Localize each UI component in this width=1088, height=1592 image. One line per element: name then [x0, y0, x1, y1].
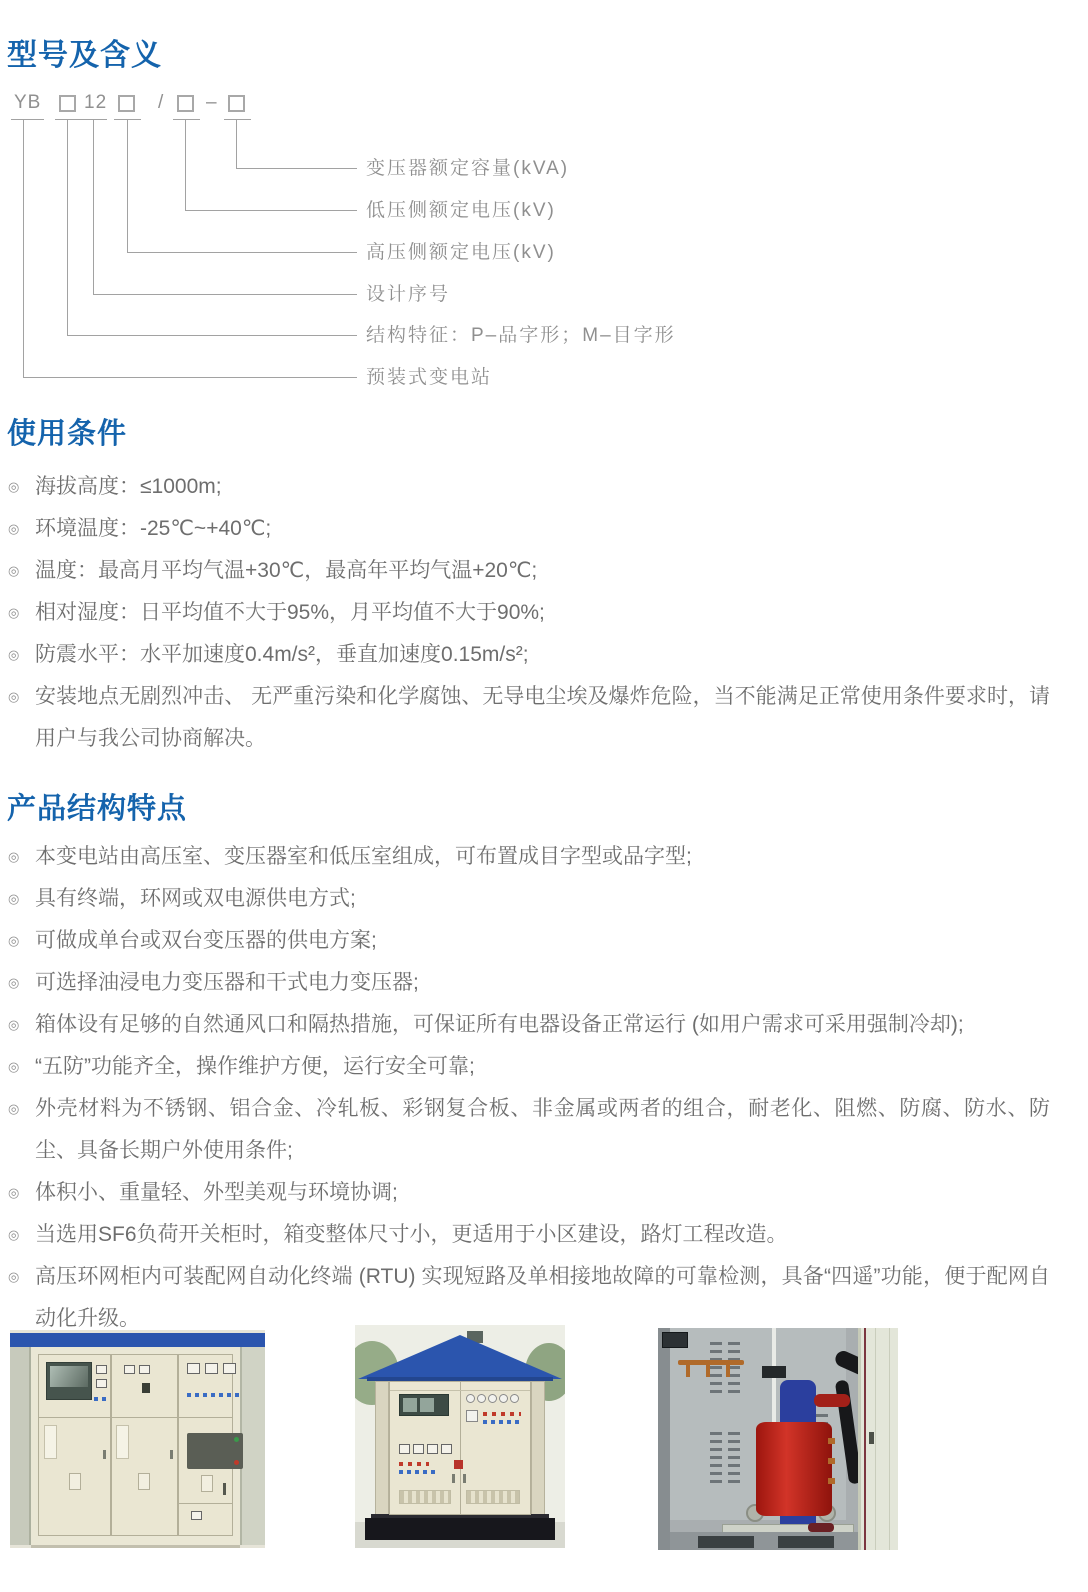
list-item-text: 具有终端，环网或双电源供电方式;: [35, 887, 356, 910]
cable-coil: [808, 1523, 834, 1532]
connector-line: [55, 119, 82, 120]
transformer-body: [756, 1422, 832, 1516]
meter-dial: [96, 1365, 107, 1374]
model-design-number: 12: [84, 92, 108, 113]
list-item-text: 当选用SF6负荷开关柜时，箱变整体尺寸小，更适用于小区建设，路灯工程改造。: [35, 1223, 788, 1246]
meter-dial: [399, 1444, 410, 1454]
panel-divider: [39, 1417, 110, 1418]
section-title-usage: 使用条件: [7, 418, 128, 450]
meter-box: [662, 1332, 688, 1348]
door-label: [69, 1473, 81, 1490]
model-placeholder-box: [59, 95, 76, 112]
meter-dial: [466, 1394, 475, 1403]
door-split-line: [460, 1382, 461, 1514]
bullet-icon: ◎: [8, 1017, 20, 1032]
list-item: [8, 1004, 1050, 1046]
door-stiffener: [889, 1328, 890, 1550]
bullet-icon: ◎: [8, 1227, 20, 1242]
list-item-text: 防震水平：水平加速度0.4m/s²，垂直加速度0.15m/s²;: [35, 643, 529, 666]
vent-grille: [728, 1432, 740, 1488]
vent-grille: [399, 1490, 451, 1504]
list-item-text: 高压环网柜内可装配网自动化终端 (RTU) 实现短路及单相接地故障的可靠检测，具备“四遥”功能，便于配网自动化升级。: [35, 1265, 1050, 1330]
list-item-text: 环境温度：-25℃~+40℃;: [35, 517, 272, 540]
panel-divider: [112, 1417, 177, 1418]
meter-dial: [477, 1394, 486, 1403]
meter-dial: [124, 1365, 135, 1374]
list-item: [8, 466, 1050, 508]
meter-row: [466, 1394, 519, 1403]
section-title-model: 型号及含义: [7, 39, 162, 72]
cabinet-panel: [178, 1354, 233, 1536]
list-item-text: 相对湿度：日平均值不大于95%，月平均值不大于90%;: [35, 601, 545, 624]
bullet-icon: ◎: [8, 975, 20, 990]
list-item-text: 可选择油浸电力变压器和干式电力变压器;: [35, 971, 419, 994]
meter-dial: [413, 1444, 424, 1454]
cabinet-body: [389, 1381, 531, 1515]
photo-switchgear-room: [10, 1330, 265, 1548]
bullet-icon: ◎: [8, 1101, 20, 1116]
door-label: [201, 1475, 213, 1492]
wall-panel: [240, 1347, 265, 1545]
roof-fascia: [10, 1333, 265, 1348]
meter-dial: [187, 1363, 200, 1374]
cable-trench: [778, 1536, 834, 1548]
cabinet-panel: [111, 1354, 178, 1536]
control-panel: [187, 1433, 243, 1469]
cabinet-window: [46, 1362, 92, 1400]
list-item-text: “五防”功能齐全，操作维护方便，运行安全可靠;: [35, 1055, 475, 1078]
door-notice: [116, 1425, 129, 1459]
connector-line: [93, 119, 94, 295]
indicator-row: [94, 1397, 108, 1401]
connector-line: [127, 252, 357, 253]
open-door: [858, 1328, 898, 1550]
room-interior: [31, 1347, 240, 1545]
vent-grille: [466, 1490, 520, 1504]
connector-line: [67, 119, 68, 336]
list-item: [8, 1046, 1050, 1088]
bullet-icon: ◎: [8, 521, 20, 536]
door-label: [138, 1473, 150, 1490]
diagram-label-product: 预装式变电站: [366, 367, 493, 388]
bullet-icon: ◎: [8, 563, 20, 578]
diagram-label-capacity: 变压器额定容量(kVA): [366, 158, 570, 179]
list-item: [8, 878, 1050, 920]
list-item-text: 温度：最高月平均气温+30℃，最高年平均气温+20℃;: [35, 559, 538, 582]
bullet-icon: ◎: [8, 933, 20, 948]
cabinet-side-wall: [658, 1328, 670, 1550]
indicator-row: [399, 1462, 429, 1466]
usage-conditions-list: [8, 466, 1050, 760]
indicator-row: [483, 1420, 521, 1424]
section-title-features: 产品结构特点: [7, 793, 188, 825]
bullet-icon: ◎: [8, 479, 20, 494]
door-handle: [869, 1432, 874, 1444]
connector-line: [23, 377, 357, 378]
wall-panel: [10, 1347, 31, 1545]
cabinet-panel: [38, 1354, 111, 1536]
bullet-icon: ◎: [8, 1059, 20, 1074]
list-item: [8, 920, 1050, 962]
door-seal: [864, 1328, 866, 1550]
features-list: [8, 836, 1050, 1340]
model-placeholder-box: [228, 95, 245, 112]
panel-divider: [390, 1390, 530, 1391]
window-glass: [50, 1366, 88, 1387]
connector-line: [173, 119, 200, 120]
connector-line: [23, 119, 24, 378]
door-handle: [452, 1474, 455, 1483]
vent-grille: [710, 1432, 722, 1488]
cable-trench: [698, 1536, 754, 1548]
model-placeholder-box: [118, 95, 135, 112]
cabinet-window: [399, 1394, 449, 1416]
list-item: [8, 962, 1050, 1004]
list-item: [8, 550, 1050, 592]
tap-terminal: [828, 1438, 835, 1444]
window-glass: [420, 1398, 434, 1412]
door-handle: [223, 1483, 226, 1495]
door-stiffener: [875, 1328, 876, 1550]
list-item-text: 本变电站由高压室、变压器室和低压室组成，可布置成目字型或品字型;: [35, 845, 692, 868]
model-prefix: YB: [14, 92, 42, 113]
plinth-base: [365, 1518, 555, 1540]
bullet-icon: ◎: [8, 605, 20, 620]
list-item: [8, 836, 1050, 878]
diagram-label-hv-voltage: 高压侧额定电压(kV): [366, 242, 556, 263]
indicator-row: [399, 1470, 439, 1474]
side-wall: [375, 1381, 389, 1515]
indicator-row: [187, 1393, 239, 1397]
status-led: [234, 1460, 239, 1465]
switch-knob: [142, 1383, 150, 1393]
diagram-label-design-no: 设计序号: [366, 284, 451, 305]
list-item-text: 海拔高度：≤1000m;: [35, 475, 222, 498]
hv-bushing: [814, 1394, 850, 1407]
meter-dial: [191, 1511, 202, 1520]
list-item: [8, 1214, 1050, 1256]
list-item-text: 体积小、重量轻、外型美观与环境协调;: [35, 1181, 398, 1204]
connector-line: [236, 168, 357, 169]
list-item: [8, 592, 1050, 634]
bullet-icon: ◎: [8, 1185, 20, 1200]
transformer-top-coil: [780, 1380, 816, 1426]
connector-line: [236, 119, 237, 169]
meter-dial: [223, 1363, 236, 1374]
model-code-diagram: [0, 92, 740, 392]
status-led: [234, 1437, 239, 1442]
bullet-icon: ◎: [8, 849, 20, 864]
tap-terminal: [828, 1458, 835, 1464]
connector-line: [224, 119, 251, 120]
indicator-row: [483, 1412, 521, 1416]
list-item: [8, 676, 1050, 760]
connector-line: [93, 294, 357, 295]
meter-dial: [488, 1394, 497, 1403]
bullet-icon: ◎: [8, 891, 20, 906]
meter-dial: [510, 1394, 519, 1403]
vent-grille: [710, 1342, 722, 1398]
door-handle: [170, 1450, 173, 1459]
floor-line: [31, 1545, 240, 1548]
model-slash: /: [158, 92, 165, 113]
bullet-icon: ◎: [8, 1269, 20, 1284]
connector-line: [185, 119, 186, 211]
list-item: [8, 1088, 1050, 1172]
panel-divider: [179, 1503, 232, 1504]
connector-line: [127, 119, 128, 253]
list-item-text: 箱体设有足够的自然通风口和隔热措施，可保证所有电器设备正常运行 (如用户需求可采用强制冷却);: [35, 1013, 964, 1036]
meter-dial: [441, 1444, 452, 1454]
side-wall: [531, 1381, 545, 1515]
diagram-label-structure: 结构特征：P–品字形；M–目字形: [366, 325, 676, 346]
list-item-text: 外壳材料为不锈钢、铝合金、冷轧板、彩钢复合板、非金属或两者的组合，耐老化、阻燃、防腐、防水、防尘、具备长期户外使用条件;: [35, 1097, 1050, 1162]
meter-dial: [139, 1365, 150, 1374]
copper-busbar: [726, 1365, 730, 1377]
list-item-text: 可做成单台或双台变压器的供电方案;: [35, 929, 377, 952]
connector-line: [67, 335, 357, 336]
meter-row: [399, 1444, 452, 1454]
door-notice: [44, 1425, 57, 1459]
connector-line: [185, 210, 357, 211]
meter-dial: [499, 1394, 508, 1403]
window-glass: [403, 1398, 417, 1412]
photo-transformer-compartment: [658, 1328, 898, 1550]
meter-dial: [427, 1444, 438, 1454]
list-item: [8, 1172, 1050, 1214]
bullet-icon: ◎: [8, 647, 20, 662]
model-dash: –: [206, 92, 218, 113]
model-placeholder-box: [177, 95, 194, 112]
meter-dial: [466, 1410, 478, 1422]
meter-dial: [96, 1379, 107, 1388]
list-item: [8, 634, 1050, 676]
panel-divider: [179, 1417, 232, 1418]
list-item-text: 安装地点无剧烈冲击、 无严重污染和化学腐蚀、无导电尘埃及爆炸危险，当不能满足正常使用条件要求时，请用户与我公司协商解决。: [35, 685, 1050, 750]
terminal-box: [762, 1366, 786, 1378]
red-button: [454, 1460, 463, 1469]
diagram-label-lv-voltage: 低压侧额定电压(kV): [366, 200, 556, 221]
copper-busbar: [686, 1365, 690, 1377]
door-handle: [103, 1450, 106, 1459]
connector-line: [11, 119, 44, 120]
copper-busbar: [706, 1365, 710, 1377]
photo-substation-exterior: [355, 1325, 565, 1548]
door-handle: [463, 1474, 466, 1483]
tap-terminal: [828, 1478, 835, 1484]
list-item: [8, 508, 1050, 550]
bullet-icon: ◎: [8, 689, 20, 704]
meter-dial: [205, 1363, 218, 1374]
